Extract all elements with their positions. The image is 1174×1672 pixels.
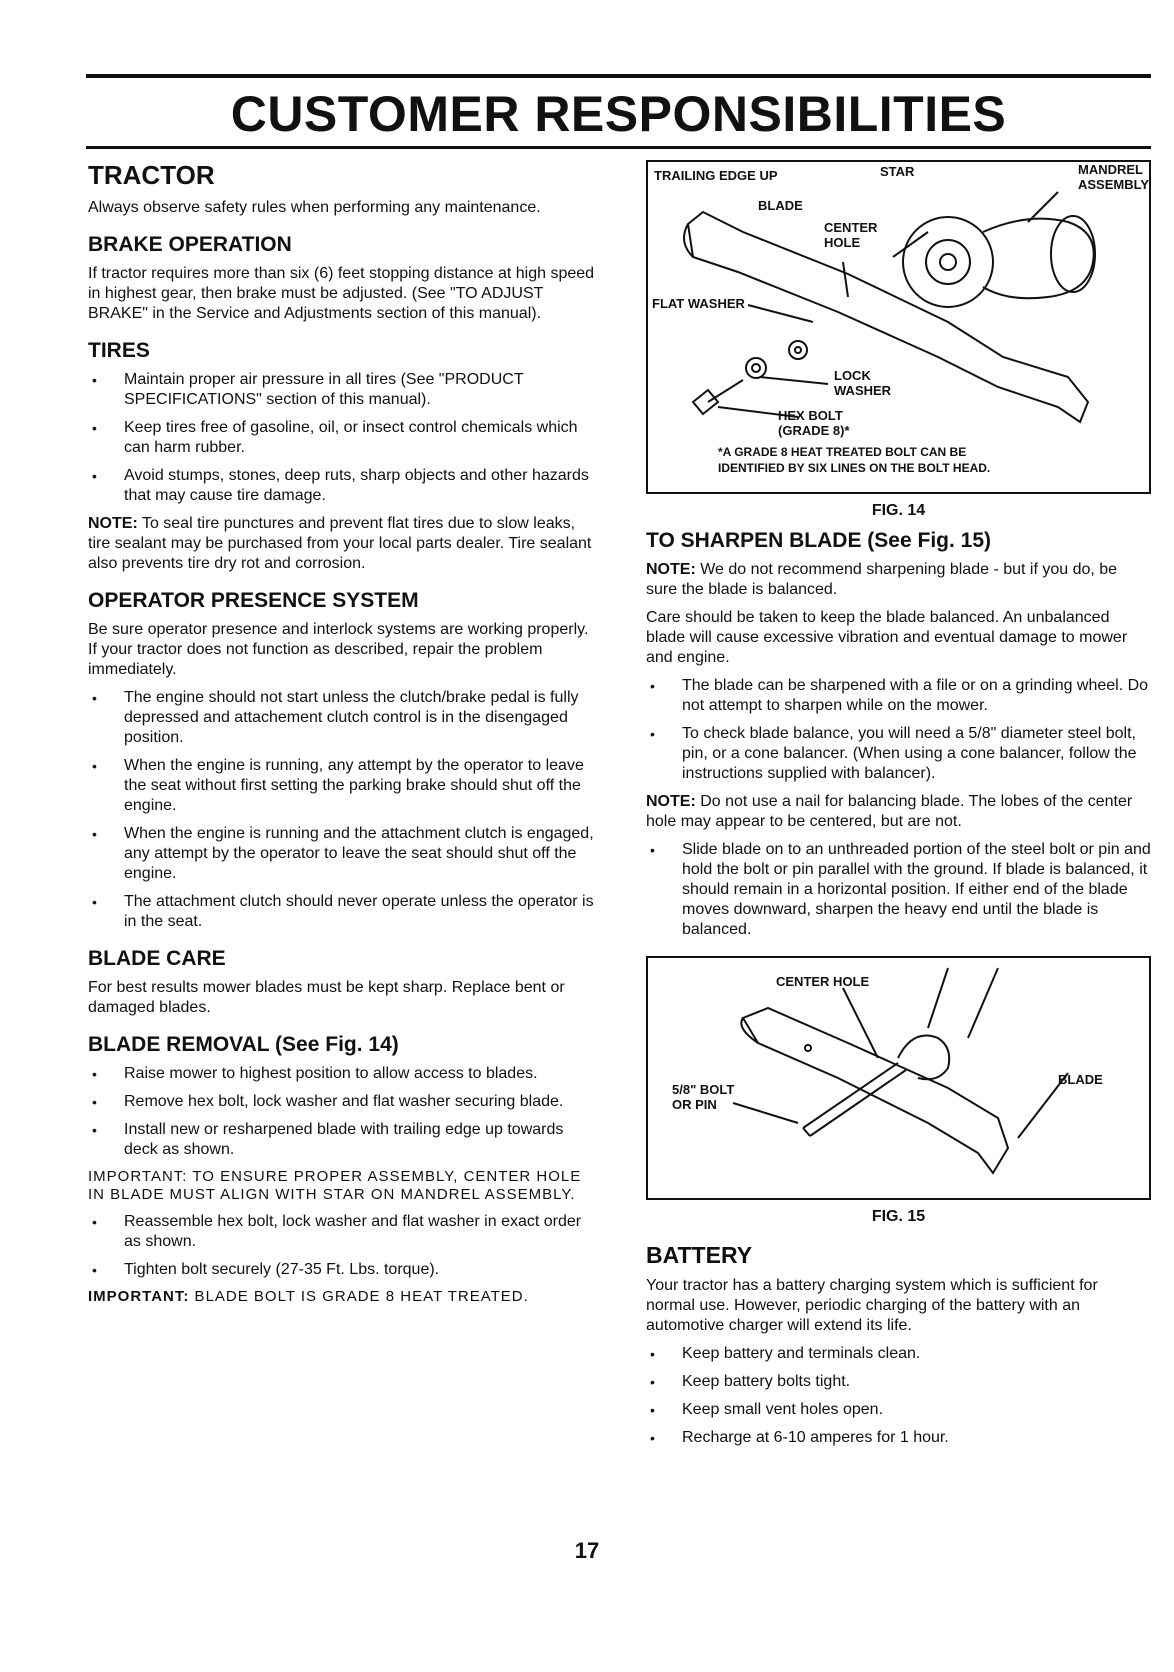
tires-note (88, 514, 596, 574)
list-item: • Recharge at 6-10 amperes for 1 hour. (646, 1428, 1151, 1448)
blade-removal-list (88, 1064, 596, 1160)
list-item: • When the engine is running and the attachment clutch is engaged, any attempt by the operator to leave the seat should shut off the engine. (88, 824, 596, 884)
title-rule (86, 146, 1151, 149)
fig15-center-hole-label: CENTER HOLE (776, 974, 870, 989)
list-item: • The engine should not start unless the clutch/brake pedal is fully depressed and attachement clutch control is in the disengaged position. (88, 688, 596, 748)
sharpen-note (646, 560, 1151, 600)
operator-presence-heading: OPERATOR PRESENCE SYSTEM (88, 589, 419, 612)
list-item: • Reassemble hex bolt, lock washer and flat washer in exact order as shown. (88, 1212, 596, 1252)
operator-presence-text: Be sure operator presence and interlock systems are working properly. If your tractor does not function as described, repair the problem immediately. (88, 621, 589, 678)
operator-presence-list (88, 688, 596, 932)
sharpen-blade-heading: TO SHARPEN BLADE (See Fig. 15) (646, 529, 992, 552)
list-item: • Tighten bolt securely (27-35 Ft. Lbs. torque). (88, 1260, 596, 1280)
note-text: To seal tire punctures and prevent flat tires due to slow leaks, tire sealant may be purchased from your local parts dealer. Tire sealant also prevents tire dry rot and corrosion. (88, 515, 592, 572)
blade-care-heading: BLADE CARE (88, 947, 226, 970)
fig15-bolt-line: OR PIN (672, 1097, 717, 1112)
note-text: We do not recommend sharpening blade - but if you do, be sure the blade is balanced. (646, 561, 1118, 598)
list-item: • When the engine is running, any attempt by the operator to leave the seat without first setting the parking brake should shut off the engine. (88, 756, 596, 816)
tires-heading: TIRES (88, 339, 150, 362)
sharpen-text: Care should be taken to keep the blade balanced. An unbalanced blade will cause excessive vibration and eventual damage to mower and engine. (646, 609, 1128, 666)
fig-14-illustration (646, 160, 1151, 494)
page-title: CUSTOMER RESPONSIBILITIES (230, 86, 1007, 142)
list-item: • Remove hex bolt, lock washer and flat washer securing blade. (88, 1092, 596, 1112)
note-label: NOTE: (646, 561, 696, 578)
blade-assembly-drawing (648, 162, 1149, 488)
important-label: IMPORTANT: (88, 1288, 190, 1305)
sharpen-list (646, 676, 1151, 784)
list-item: • The blade can be sharpened with a file or on a grinding wheel. Do not attempt to sharpen while on the mower. (646, 676, 1151, 716)
list-item: • Keep small vent holes open. (646, 1400, 1151, 1420)
left-column (88, 160, 596, 1314)
blade-reassembly-list (88, 1212, 596, 1280)
important-assembly-note: IMPORTANT: TO ENSURE PROPER ASSEMBLY, CENTER HOLE IN BLADE MUST ALIGN WITH STAR ON MANDREL ASSEMBLY. (88, 1168, 582, 1203)
balance-list (646, 840, 1151, 940)
fig14-lock-washer-label: LOCK WASHER (834, 368, 892, 398)
fig14-trailing-edge-label: TRAILING EDGE UP (654, 168, 778, 183)
fig-15-illustration (646, 956, 1151, 1200)
fig14-grade-note (718, 444, 990, 476)
list-item: • Maintain proper air pressure in all tires (See "PRODUCT SPECIFICATIONS" section of this manual). (88, 370, 596, 410)
fig14-blade-label: BLADE (758, 198, 803, 213)
list-item: • Slide blade on to an unthreaded portion of the steel bolt or pin and hold the bolt or pin parallel with the ground. If blade is balanced, it should remain in a horizontal position. If either end of the blade moves downward, sharpen the heavy end until the blade is balanced. (646, 840, 1151, 940)
blade-care-text: For best results mower blades must be kept sharp. Replace bent or damaged blades. (88, 979, 565, 1016)
fig14-flat-washer-label: FLAT WASHER (652, 296, 745, 311)
important-bolt-note (88, 1288, 596, 1306)
list-item: • Raise mower to highest position to allow access to blades. (88, 1064, 596, 1084)
battery-heading: BATTERY (646, 1242, 753, 1268)
list-item: • Keep battery bolts tight. (646, 1372, 1151, 1392)
list-item: • The attachment clutch should never operate unless the operator is in the seat. (88, 892, 596, 932)
brake-operation-text: If tractor requires more than six (6) feet stopping distance at high speed in highest gear, then brake must be adjusted. (See "TO ADJUST BRAKE" in the Service and Adjustments section of this manual). (88, 265, 595, 322)
fig14-note-line: *A GRADE 8 HEAT TREATED BOLT CAN BE (718, 445, 967, 459)
right-column (646, 160, 1151, 1456)
brake-operation-heading: BRAKE OPERATION (88, 233, 292, 256)
nail-note (646, 792, 1151, 832)
page-number: 17 (574, 1538, 600, 1563)
tires-list (88, 370, 596, 506)
battery-list (646, 1344, 1151, 1448)
blade-removal-heading: BLADE REMOVAL (See Fig. 14) (88, 1033, 399, 1056)
list-item: • To check blade balance, you will need a 5/8" diameter steel bolt, pin, or a cone balancer. (When using a cone balancer, follow the instructions supplied with balancer). (646, 724, 1151, 784)
tractor-heading: TRACTOR (88, 160, 215, 190)
tractor-text: Always observe safety rules when performing any maintenance. (88, 199, 541, 216)
fig14-hex-bolt-label: HEX BOLT (GRADE 8)* (778, 408, 850, 438)
fig14-note-line: IDENTIFIED BY SIX LINES ON THE BOLT HEAD. (718, 461, 991, 475)
list-item: • Avoid stumps, stones, deep ruts, sharp objects and other hazards that may cause tire damage. (88, 466, 596, 506)
fig-14-caption: FIG. 14 (871, 502, 926, 519)
fig15-bolt-label (672, 1082, 734, 1112)
important-text: BLADE BOLT IS GRADE 8 HEAT TREATED. (189, 1288, 529, 1305)
fig15-bolt-line: 5/8" BOLT (672, 1082, 735, 1097)
list-item: • Keep battery and terminals clean. (646, 1344, 1151, 1364)
fig14-center-hole-label: CENTER HOLE (824, 220, 878, 250)
fig14-star-label: STAR (880, 164, 915, 179)
fig-15-caption: FIG. 15 (871, 1208, 926, 1225)
top-rule (86, 74, 1151, 78)
note-label: NOTE: (88, 515, 138, 532)
fig14-mandrel-label: MANDREL ASSEMBLY (1078, 162, 1150, 192)
list-item: • Keep tires free of gasoline, oil, or insect control chemicals which can harm rubber. (88, 418, 596, 458)
battery-text: Your tractor has a battery charging system which is sufficient for normal use. However, periodic charging of the battery with an automotive charger will extend its life. (646, 1277, 1098, 1334)
note-text: Do not use a nail for balancing blade. The lobes of the center hole may appear to be centered, but are not. (646, 793, 1133, 830)
fig15-blade-label: BLADE (1058, 1072, 1103, 1087)
list-item: • Install new or resharpened blade with trailing edge up towards deck as shown. (88, 1120, 596, 1160)
note-label: NOTE: (646, 793, 696, 810)
